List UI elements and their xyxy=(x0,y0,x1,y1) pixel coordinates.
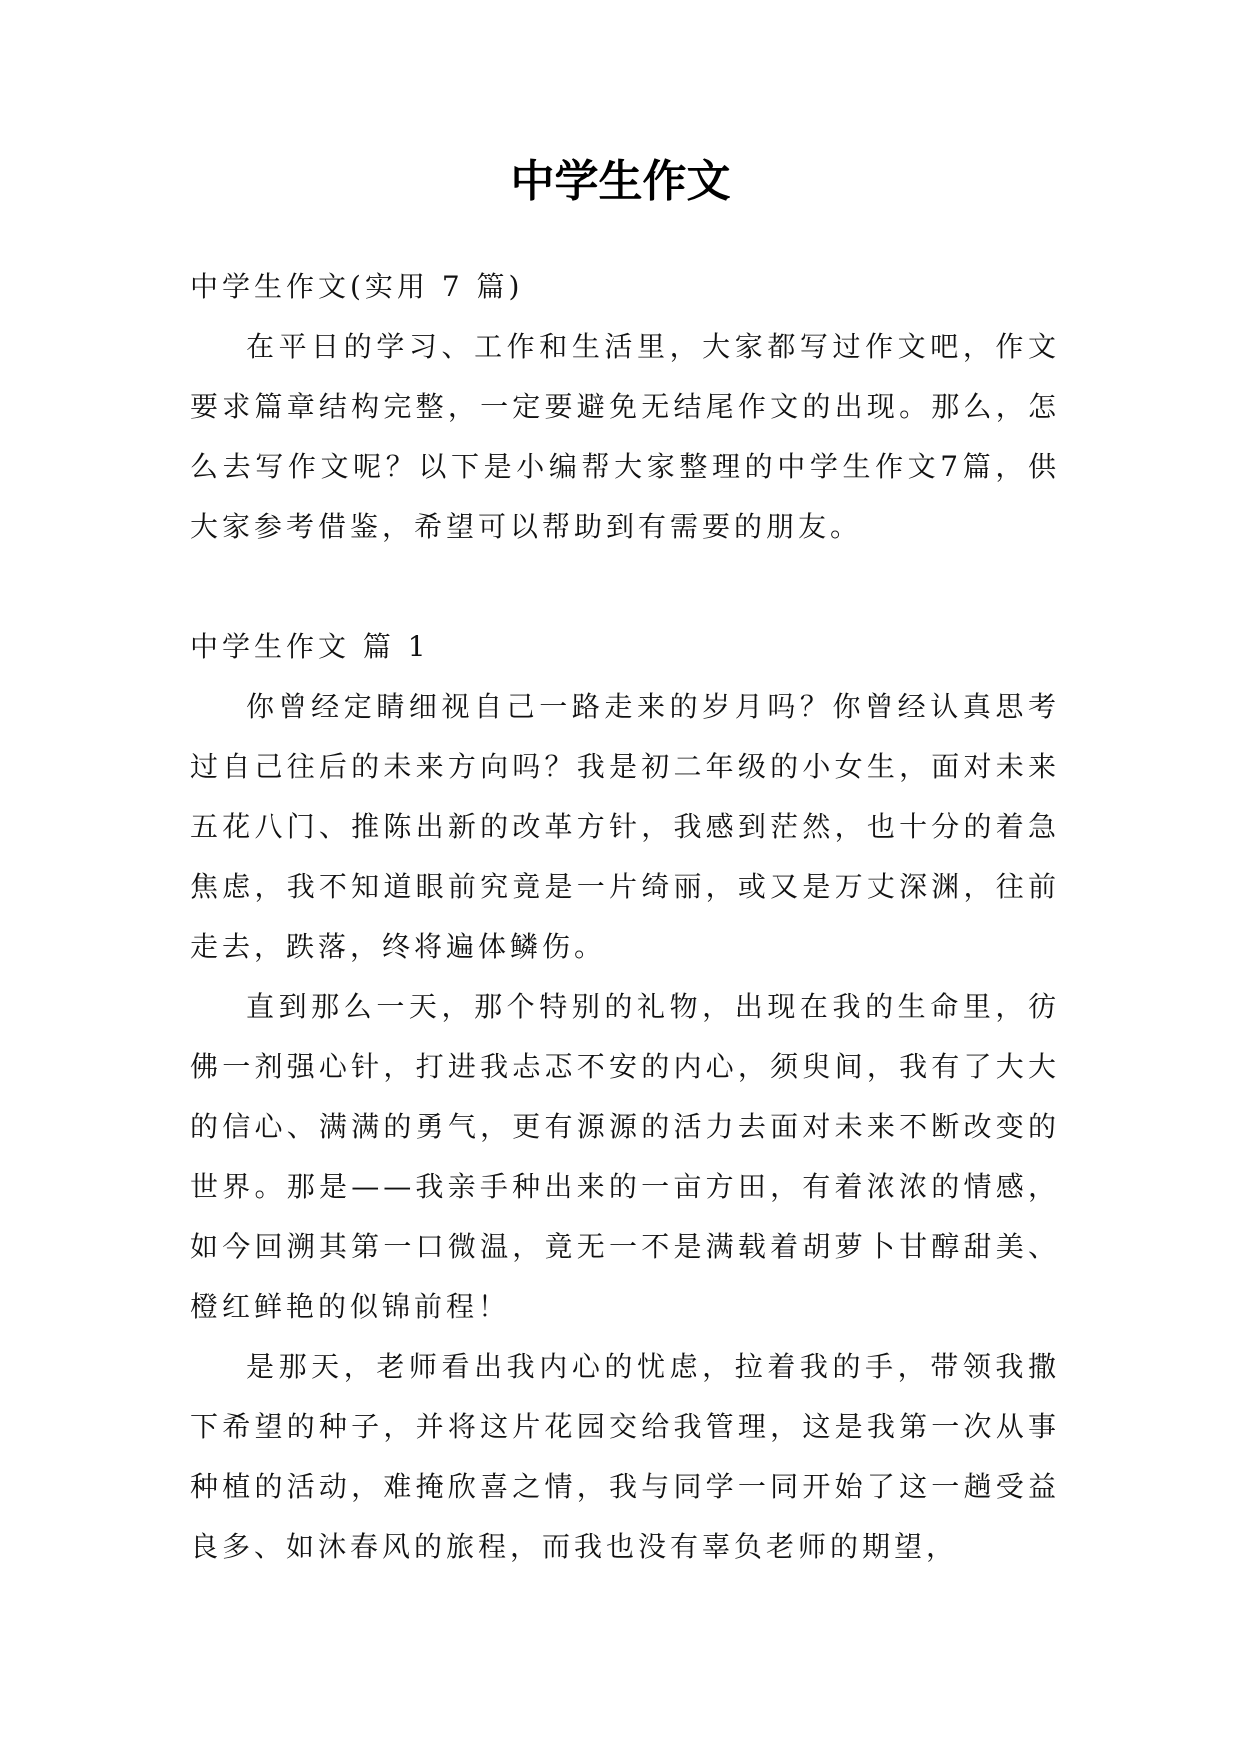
body-paragraph-2: 直到那么一天，那个特别的礼物，出现在我的生命里，彷佛一剂强心针，打进我忐忑不安的内心，须臾间，我有了大大的信心、满满的勇气，更有源源的活力去面对未来不断改变的世界。那是——我亲手种出来的一亩方田，有着浓浓的情感，如今回溯其第一口微温，竟无一不是满载着胡萝卜甘醇甜美、橙红鲜艳的似锦前程！ xyxy=(190,990,1060,1323)
body-paragraph-3: 是那天，老师看出我内心的忧虑，拉着我的手，带领我撒下希望的种子，并将这片花园交给我管理，这是我第一次从事种植的活动，难掩欣喜之情，我与同学一同开始了这一趟受益良多、如沐春风的旅程，而我也没有辜负老师的期望， xyxy=(190,1350,1060,1563)
intro-paragraph: 在平日的学习、工作和生活里，大家都写过作文吧，作文要求篇章结构完整，一定要避免无结尾作文的出现。那么，怎么去写作文呢？以下是小编帮大家整理的中学生作文7篇，供大家参考借鉴，希望可以帮助到有需要的朋友。 xyxy=(190,330,1060,543)
document-body xyxy=(190,257,1060,1577)
document-subtitle: 中学生作文(实用 7 篇) xyxy=(190,270,524,303)
section-heading: 中学生作文 篇 1 xyxy=(190,630,430,663)
document-title: 中学生作文 xyxy=(510,156,731,207)
body-paragraph-1: 你曾经定睛细视自己一路走来的岁月吗？你曾经认真思考过自己往后的未来方向吗？我是初二年级的小女生，面对未来五花八门、推陈出新的改革方针，我感到茫然，也十分的着急焦虑，我不知道眼前究竟是一片绮丽，或又是万丈深渊，往前走去，跌落，终将遍体鳞伤。 xyxy=(190,690,1060,963)
section-spacer xyxy=(190,557,1060,617)
